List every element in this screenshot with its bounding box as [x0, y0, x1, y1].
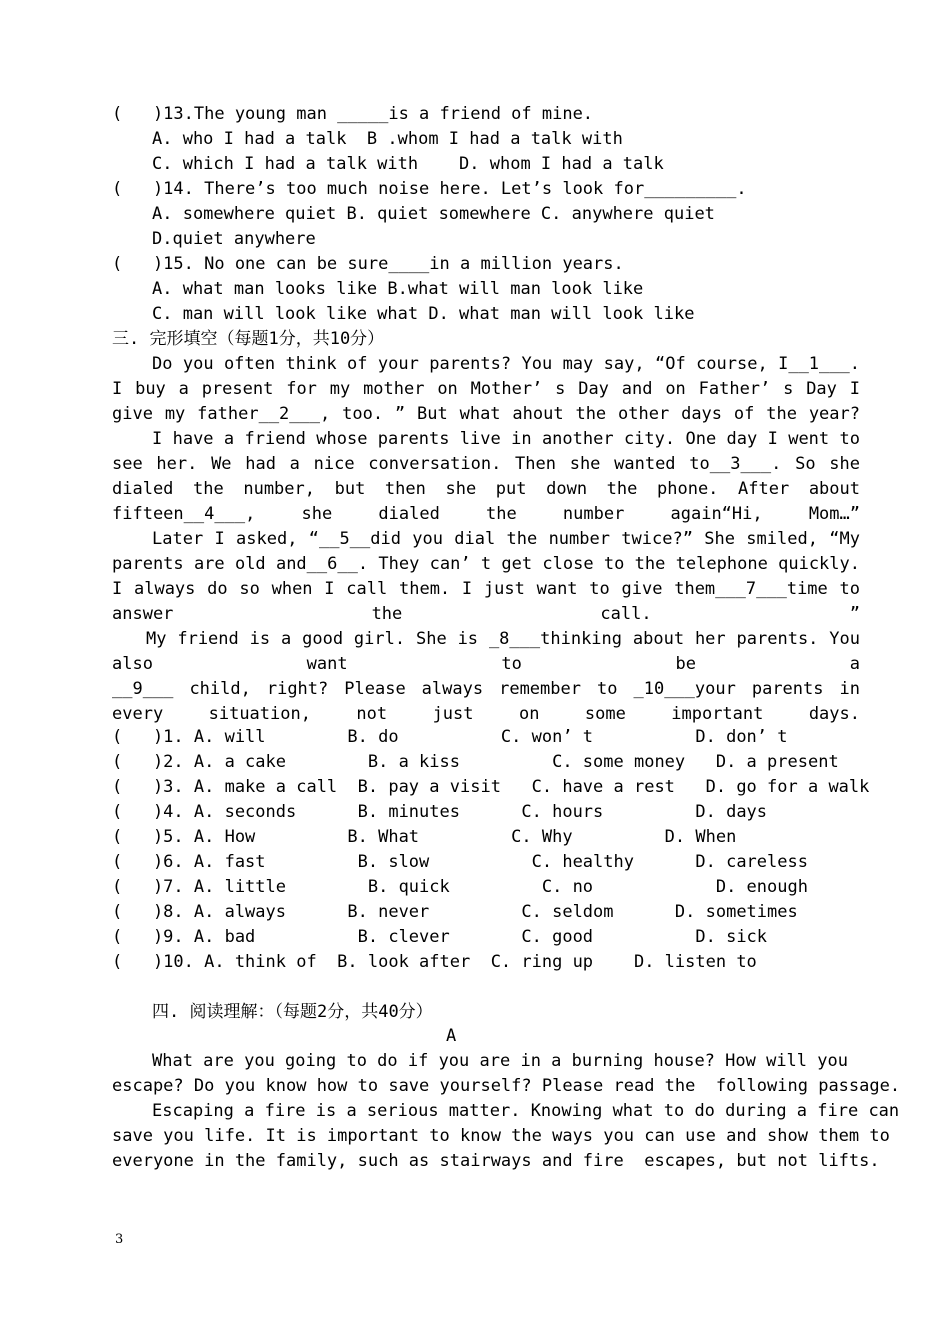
question-13-options-2: C. which I had a talk with D. whom I had a talk: [152, 154, 664, 174]
reading-p1-line1: What are you going to do if you are in a burning house? How will you: [152, 1051, 848, 1071]
cloze-question-8: ( )8. A. always B. never C. seldom D. sometimes: [112, 902, 798, 922]
cloze-question-5: ( )5. A. How B. What C. Why D. When: [112, 827, 737, 847]
question-14-options-1: A. somewhere quiet B. quiet somewhere C. anywhere quiet: [152, 204, 715, 224]
cloze-question-1: ( )1. A. will B. do C. won’ t D. don’ t: [112, 727, 788, 747]
question-15-options-1: A. what man looks like B.what will man look like: [152, 279, 644, 299]
reading-p1-line2: escape? Do you know how to save yourself? Please read the following passage.: [112, 1076, 901, 1096]
cloze-paragraph-4: My friend is a good girl. She is _8___thinking about her parents. You also want to be a: [112, 629, 860, 674]
cloze-question-3: ( )3. A. make a call B. pay a visit C. have a rest D. go for a walk: [112, 777, 870, 797]
reading-heading: 四. 阅读理解：（每题2分，共40分）: [152, 1002, 433, 1022]
cloze-heading: 三. 完形填空（每题1分，共10分）: [112, 329, 385, 349]
cloze-question-10: ( )10. A. think of B. look after C. ring up D. listen to: [112, 952, 757, 972]
cloze-paragraph-1: Do you often think of your parents? You may say, “Of course, I__1___. I buy a present for my mother on Mother’ s Day and on Father’ s Day I give my father__2___, too. ” But what ahout the other days of the year?: [112, 354, 860, 424]
cloze-question-4: ( )4. A. seconds B. minutes C. hours D. days: [112, 802, 768, 822]
cloze-question-7: ( )7. A. little B. quick C. no D. enough: [112, 877, 808, 897]
question-15-stem: ( )15. No one can be sure____in a million years.: [112, 254, 624, 274]
question-13-stem: ( )13.The young man _____is a friend of mine.: [112, 104, 594, 124]
cloze-question-9: ( )9. A. bad B. clever C. good D. sick: [112, 927, 768, 947]
cloze-paragraph-3: Later I asked, “__5__did you dial the number twice?” She smiled, “My parents are old and__6__. They can’ t get close to the telephone quickly. I always do so when I call them. I just want to give them___7___time to answer the call. ”: [112, 529, 860, 624]
reading-p2-line1: Escaping a fire is a serious matter. Knowing what to do during a fire can: [152, 1101, 900, 1121]
reading-p2-line2: save you life. It is important to know the ways you can use and show them to: [112, 1126, 890, 1146]
page-number: 3: [115, 1232, 124, 1247]
cloze-question-2: ( )2. A. a cake B. a kiss C. some money D. a present: [112, 752, 839, 772]
question-13-options-1: A. who I had a talk B .whom I had a talk with: [152, 129, 623, 149]
cloze-question-6: ( )6. A. fast B. slow C. healthy D. careless: [112, 852, 808, 872]
reading-section-label: A: [446, 1026, 457, 1046]
question-14-options-2: D.quiet anywhere: [152, 229, 316, 249]
cloze-paragraph-2: I have a friend whose parents live in another city. One day I went to see her. We had a nice conversation. Then she wanted to__3___. So she dialed the number, but then she put down the phone. After about fifteen__4___, she dialed the number again“Hi, Mom…”: [112, 429, 860, 524]
reading-p2-line3: everyone in the family, such as stairways and fire escapes, but not lifts.: [112, 1151, 880, 1171]
question-14-stem: ( )14. There’s too much noise here. Let’s look for_________.: [112, 179, 747, 199]
cloze-paragraph-5: __9___ child, right? Please always remember to _10___your parents in every situation, not just on some important days.: [112, 679, 860, 724]
question-15-options-2: C. man will look like what D. what man will look like: [152, 304, 695, 324]
